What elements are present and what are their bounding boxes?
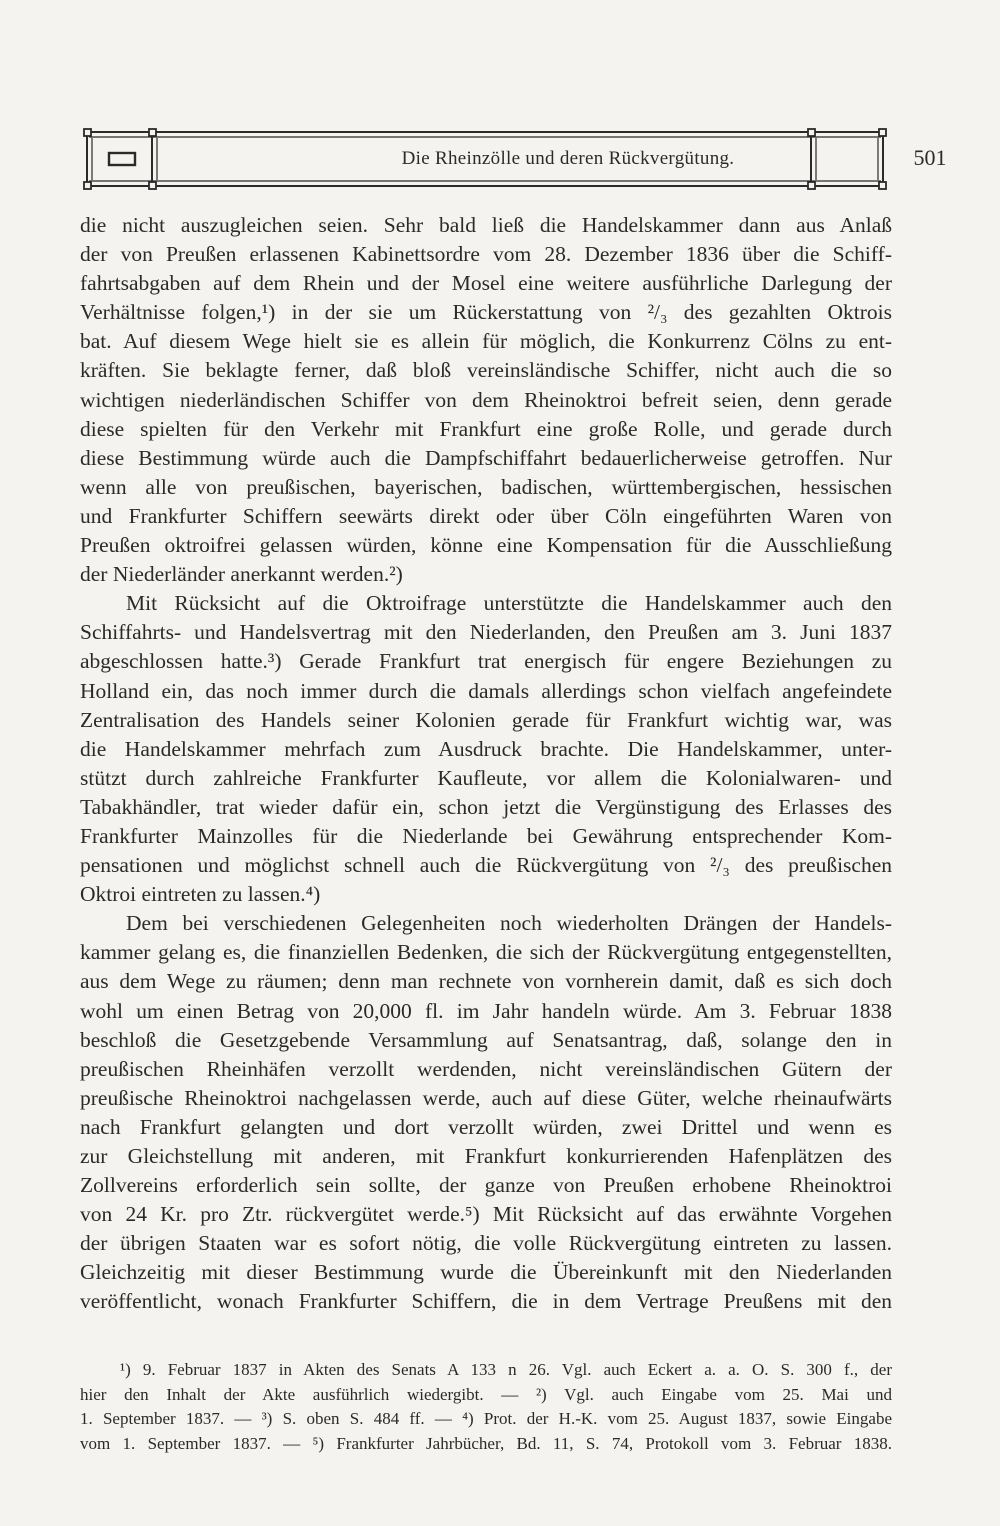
text-line: Zollvereins erforderlich sein sollte, der ganze von Preußen erhobene Rheinoktroi xyxy=(80,1173,892,1198)
text-line: Verhältnisse folgen,¹) in der sie um Rückerstattung von ²/₃ des gezahlten Oktrois xyxy=(80,300,892,325)
text-line: pensationen und möglichst schnell auch die Rückvergütung von ²/₃ des preußischen xyxy=(80,853,892,878)
text-line: die Handelskammer mehrfach zum Ausdruck brachte. Die Handelskammer, unter- xyxy=(80,736,892,761)
text-line: die nicht auszugleichen seien. Sehr bald ließ die Handelskammer dann aus Anlaß xyxy=(80,213,892,237)
text-line: Schiffahrts- und Handelsvertrag mit den Niederlanden, den Preußen am 3. Juni 1837 xyxy=(80,620,892,645)
text-line: beschloß die Gesetzgebende Versammlung auf Senatsantrag, daß, solange den in xyxy=(80,1027,892,1052)
text-line: der übrigen Staaten war es sofort nötig, die volle Rückvergütung eintreten zu lassen. xyxy=(80,1231,892,1256)
text-line: diese Bestimmung würde auch die Dampfschiffahrt bedauerlicherweise getroffen. Nur xyxy=(80,445,892,470)
text-line: Tabakhändler, trat wieder dafür ein, schon jetzt die Vergünstigung des Erlasses des xyxy=(80,794,892,819)
text-line: wohl um einen Betrag von 20,000 fl. im Jahr handeln würde. Am 3. Februar 1838 xyxy=(80,998,892,1023)
text-line: Preußen oktroifrei gelassen würden, könne eine Kompensation für die Ausschließung xyxy=(80,533,892,558)
text-line: Holland ein, das noch immer durch die damals allerdings schon vielfach angefeindete xyxy=(80,678,892,703)
running-header xyxy=(83,128,947,190)
text-line: wichtigen niederländischen Schiffer von dem Rheinoktroi befreit seien, denn gerade xyxy=(80,387,892,412)
footnote-line: ¹) 9. Februar 1837 in Akten des Senats A 133 n 26. Vgl. auch Eckert a. a. O. S. 300 f., der xyxy=(120,1360,892,1379)
footnote-line: hier den Inhalt der Akte ausführlich wiedergibt. — ²) Vgl. auch Eingabe vom 25. Mai und xyxy=(80,1384,892,1404)
body-text xyxy=(80,211,892,1317)
page-number: 501 xyxy=(913,145,947,170)
text-line: preußische Rheinoktroi nachgelassen werde, auch auf diese Güter, welche rheinaufwärts xyxy=(80,1085,892,1110)
text-line: kräften. Sie beklagte ferner, daß bloß vereinsländische Schiffer, nicht auch die so xyxy=(80,358,892,383)
text-line: der Niederländer anerkannt werden.²) xyxy=(80,562,403,587)
text-line: zur Gleichstellung mit anderen, mit Frankfurt konkurrierenden Hafenplätzen des xyxy=(80,1144,892,1168)
text-line: von 24 Kr. pro Ztr. rückvergütet werde.⁵) Mit Rücksicht auf das erwähnte Vorgehen xyxy=(80,1202,892,1227)
text-line: kammer gelang es, die finanziellen Bedenken, die sich der Rückvergütung entgegenstellten, xyxy=(80,940,892,965)
footnote-line: vom 1. September 1837. — ⁵) Frankfurter Jahrbücher, Bd. 11, S. 74, Protokoll vom 3. Februar 1838. xyxy=(80,1433,892,1453)
text-line: veröffentlicht, wonach Frankfurter Schiffern, die in dem Vertrage Preußens mit den xyxy=(80,1289,892,1314)
text-line: nach Frankfurt gelangten und dort verzollt würden, zwei Drittel und wenn es xyxy=(80,1114,892,1139)
text-line: fahrtsabgaben auf dem Rhein und der Mosel eine weitere ausführliche Darlegung der xyxy=(80,271,892,296)
text-line: preußischen Rheinhäfen verzollt werdenden, nicht vereinsländischen Gütern der xyxy=(80,1056,892,1081)
text-line: Oktroi eintreten zu lassen.⁴) xyxy=(80,882,321,907)
text-line: und Frankfurter Schiffern seewärts direkt oder über Cöln eingeführten Waren von xyxy=(80,503,892,528)
footnote-line: 1. September 1837. — ³) S. oben S. 484 ff. — ⁴) Prot. der H.-K. vom 25. August 1837, sowie Eingabe xyxy=(80,1409,892,1428)
text-line: wenn alle von preußischen, bayerischen, badischen, württembergischen, hessischen xyxy=(80,474,892,499)
text-line: bat. Auf diesem Wege hielt sie es allein für möglich, die Konkurrenz Cölns zu ent- xyxy=(80,329,892,354)
text-line: abgeschlossen hatte.³) Gerade Frankfurt trat energisch für engere Beziehungen zu xyxy=(80,649,892,674)
text-line: Zentralisation des Handels seiner Kolonien gerade für Frankfurt wichtig war, was xyxy=(80,707,892,732)
footnotes xyxy=(80,1358,892,1456)
text-line: stützt durch zahlreiche Frankfurter Kaufleute, vor allem die Kolonialwaren- und xyxy=(80,765,892,790)
text-line: aus dem Wege zu räumen; denn man rechnete von vornherein damit, daß es sich doch xyxy=(80,969,892,994)
text-line: diese spielten für den Verkehr mit Frankfurt eine große Rolle, und gerade durch xyxy=(80,416,892,441)
running-title: Die Rheinzölle und deren Rückvergütung. xyxy=(401,148,735,169)
text-line: Gleichzeitig mit dieser Bestimmung wurde die Übereinkunft mit den Niederlanden xyxy=(80,1260,892,1285)
text-line: der von Preußen erlassenen Kabinettsordre vom 28. Dezember 1836 über die Schiff- xyxy=(80,242,892,267)
text-line: Frankfurter Mainzolles für die Niederlande bei Gewährung entsprechender Kom- xyxy=(80,823,892,848)
text-line: Dem bei verschiedenen Gelegenheiten noch wiederholten Drängen der Handels- xyxy=(126,911,892,936)
text-line: Mit Rücksicht auf die Oktroifrage unterstützte die Handelskammer auch den xyxy=(126,591,892,616)
